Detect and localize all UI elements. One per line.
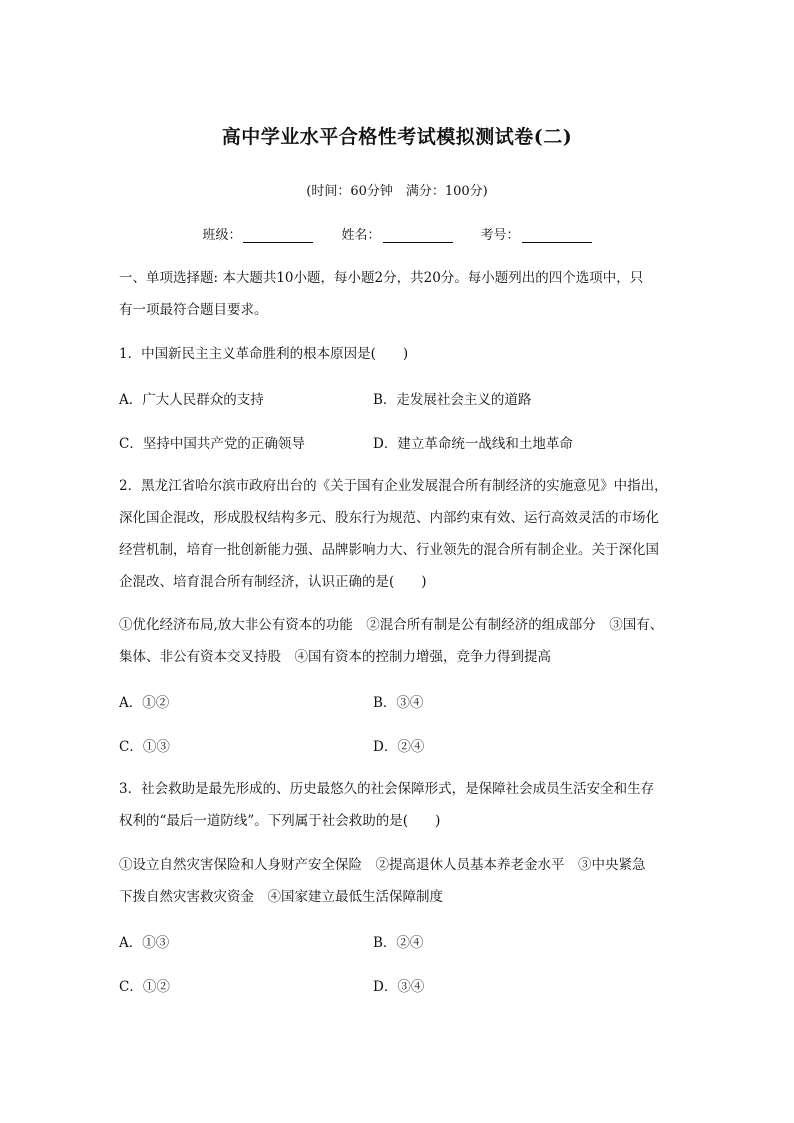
question-3-options-row-1 bbox=[119, 931, 679, 951]
option-b: B．走发展社会主义的道路 bbox=[373, 392, 532, 408]
question-1-stem bbox=[119, 338, 679, 370]
question-stem-line: 企混改、培育混合所有制经济，认识正确的是( ) bbox=[119, 574, 427, 590]
option-b: B．②④ bbox=[373, 935, 424, 951]
number-blank bbox=[522, 228, 592, 243]
name-blank bbox=[383, 228, 453, 243]
question-3-stem bbox=[119, 773, 679, 837]
statement-line: ①设立自然灾害保险和人身财产安全保险 ②提高退休人员基本养老金水平 ③中央紧急 bbox=[119, 857, 646, 873]
question-3-options-row-2 bbox=[119, 975, 679, 995]
question-3-statements bbox=[119, 849, 679, 913]
section-intro bbox=[119, 262, 679, 326]
option-d: D．建立革命统一战线和土地革命 bbox=[373, 436, 573, 452]
question-stem-line: 经营机制，培育一批创新能力强、品牌影响力大、行业领先的混合所有制企业。关于深化国 bbox=[119, 542, 659, 558]
question-2-statements bbox=[119, 609, 679, 673]
question-stem-line: 1．中国新民主主义革命胜利的根本原因是( ) bbox=[119, 346, 409, 362]
class-field bbox=[202, 224, 313, 243]
exam-time-score: (时间：60分钟 满分：100分) bbox=[306, 184, 488, 199]
student-info-row bbox=[0, 224, 794, 243]
class-blank bbox=[243, 228, 313, 243]
question-stem-line: 权利的“最后一道防线”。下列属于社会救助的是( ) bbox=[119, 813, 441, 829]
question-stem-line: 3．社会救助是最先形成的、历史最悠久的社会保障形式，是保障社会成员生活安全和生存 bbox=[119, 781, 655, 797]
section-intro-line: 一、单项选择题: 本大题共10小题，每小题2分，共20分。每小题列出的四个选项中，只 bbox=[119, 270, 644, 286]
question-stem-line: 2．黑龙江省哈尔滨市政府出台的《关于国有企业发展混合所有制经济的实施意见》中指出， bbox=[119, 478, 668, 494]
question-2-stem bbox=[119, 470, 679, 598]
option-c: C．①② bbox=[119, 979, 170, 995]
option-c: C．坚持中国共产党的正确领导 bbox=[119, 436, 305, 452]
option-c: C．①③ bbox=[119, 739, 170, 755]
question-1-options-row-1 bbox=[119, 388, 679, 408]
option-a: A．广大人民群众的支持 bbox=[119, 392, 264, 408]
option-d: D．②④ bbox=[373, 739, 425, 755]
option-d: D．③④ bbox=[373, 979, 425, 995]
section-intro-line: 有一项最符合题目要求。 bbox=[119, 302, 268, 318]
question-1-options-row-2 bbox=[119, 432, 679, 452]
option-a: A．①③ bbox=[119, 935, 170, 951]
statement-line: ①优化经济布局,放大非公有资本的功能 ②混合所有制是公有制经济的组成部分 ③国有、 bbox=[119, 617, 664, 633]
option-b: B．③④ bbox=[373, 695, 424, 711]
statement-line: 下拨自然灾害救灾资金 ④国家建立最低生活保障制度 bbox=[119, 889, 443, 905]
number-field bbox=[481, 224, 592, 243]
question-stem-line: 深化国企混改，形成股权结构多元、股东行为规范、内部约束有效、运行高效灵活的市场化 bbox=[119, 510, 659, 526]
question-2-options-row-2 bbox=[119, 735, 679, 755]
page-title: 高中学业水平合格性考试模拟测试卷(二) bbox=[221, 126, 573, 148]
name-label: 姓名： bbox=[341, 228, 381, 243]
option-a: A．①② bbox=[119, 695, 170, 711]
class-label: 班级： bbox=[202, 228, 242, 243]
number-label: 考号： bbox=[480, 228, 520, 243]
statement-line: 集体、非公有资本交叉持股 ④国有资本的控制力增强，竞争力得到提高 bbox=[119, 649, 551, 665]
question-2-options-row-1 bbox=[119, 691, 679, 711]
name-field bbox=[341, 224, 452, 243]
